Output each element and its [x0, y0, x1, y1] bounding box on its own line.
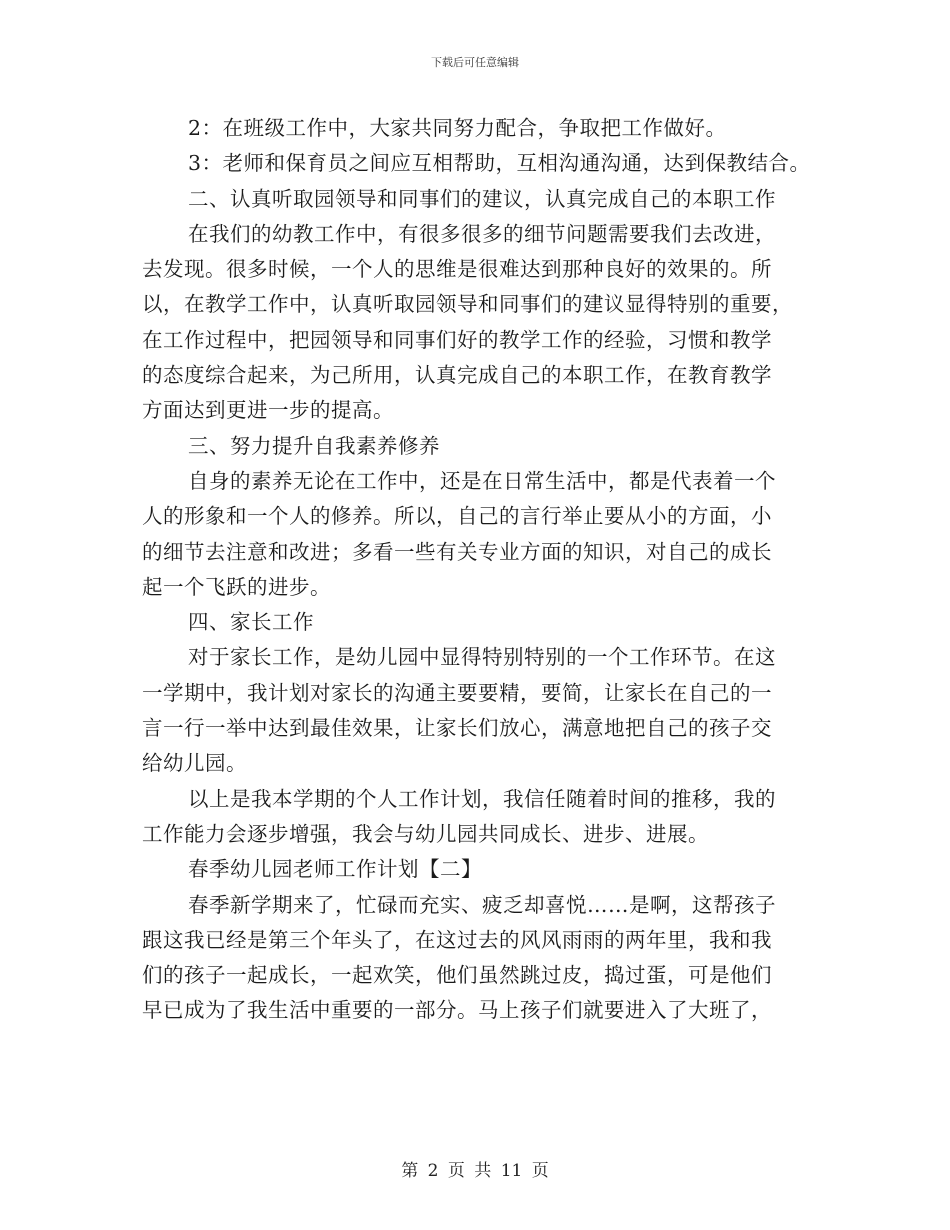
paragraph-line: 跟这我已经是第三个年头了，在这过去的风风雨雨的两年里，我和我 [142, 927, 772, 952]
paragraph-line: 给幼儿园。 [142, 751, 247, 776]
paragraph-line: 以，在教学工作中，认真听取园领导和同事们的建议显得特别的重要， [142, 292, 793, 317]
page-number: 第 2 页 共 11 页 [401, 1161, 549, 1181]
section-heading: 二、认真听取园领导和同事们的建议，认真完成自己的本职工作 [188, 186, 776, 211]
paragraph-line: 去发现。很多时候，一个人的思维是很难达到那种良好的效果的。所 [142, 257, 772, 282]
paragraph-line: 工作能力会逐步增强，我会与幼儿园共同成长、进步、进展。 [142, 821, 709, 846]
paragraph-line: 对于家长工作，是幼儿园中显得特别特别的一个工作环节。在这 [188, 645, 776, 670]
paragraph-line: 春季新学期来了，忙碌而充实、疲乏却喜悦……是啊，这帮孩子 [188, 892, 776, 917]
paragraph-line: 的态度综合起来，为己所用，认真完成自己的本职工作，在教育教学 [142, 363, 772, 388]
paragraph-line: 自身的素养无论在工作中，还是在日常生活中，都是代表着一个 [188, 468, 776, 493]
paragraph-line: 人的形象和一个人的修养。所以，自己的言行举止要从小的方面，小 [142, 504, 772, 529]
paragraph-line: 在我们的幼教工作中，有很多很多的细节问题需要我们去改进， [188, 221, 776, 246]
paragraph-line: 以上是我本学期的个人工作计划，我信任随着时间的推移，我的 [188, 786, 776, 811]
paragraph-line: 一学期中，我计划对家长的沟通主要要精，要简，让家长在自己的一 [142, 680, 772, 705]
paragraph-line: 的细节去注意和改进；多看一些有关专业方面的知识，对自己的成长 [142, 539, 772, 564]
paragraph-line: 们的孩子一起成长，一起欢笑，他们虽然跳过皮，捣过蛋，可是他们 [142, 963, 772, 988]
paragraph-line: 言一行一举中达到最佳效果，让家长们放心，满意地把自己的孩子交 [142, 716, 772, 741]
paragraph-line: 早已成为了我生活中重要的一部分。马上孩子们就要进入了大班了， [142, 998, 772, 1023]
paragraph-line: 方面达到更进一步的提高。 [142, 398, 394, 423]
document-body [142, 111, 822, 1029]
paragraph-line: 3：老师和保育员之间应互相帮助，互相沟通沟通，达到保教结合。 [188, 151, 811, 176]
section-heading: 三、努力提升自我素养修养 [188, 433, 440, 458]
paragraph-line: 在工作过程中，把园领导和同事们好的教学工作的经验，习惯和教学 [142, 327, 772, 352]
section-heading: 春季幼儿园老师工作计划【二】 [188, 857, 482, 882]
section-heading: 四、家长工作 [188, 610, 314, 635]
paragraph-line: 2：在班级工作中，大家共同努力配合，争取把工作做好。 [188, 116, 727, 140]
page-header: 下载后可任意编辑 [431, 56, 519, 69]
paragraph-line: 起一个飞跃的进步。 [142, 574, 331, 599]
